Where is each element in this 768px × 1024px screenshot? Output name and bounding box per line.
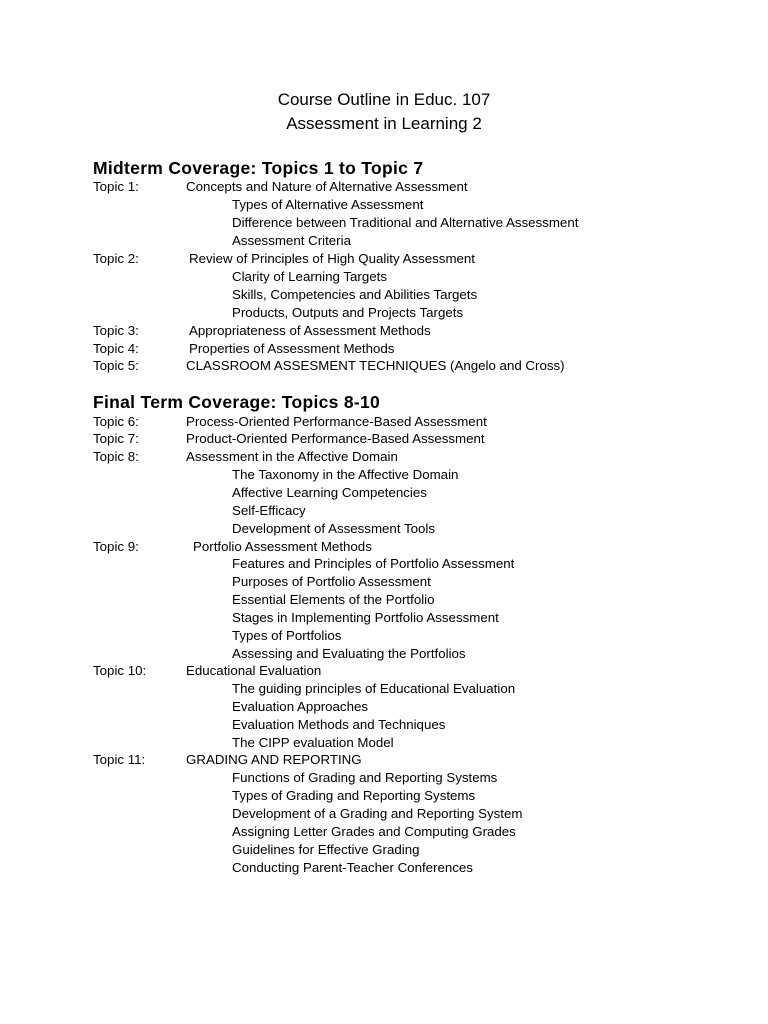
topic-row: [0, 322, 768, 340]
topic-title: CLASSROOM ASSESMENT TECHNIQUES (Angelo and Cross): [186, 358, 565, 373]
subtopic: Affective Learning Competencies: [232, 485, 427, 500]
topic-row: [0, 178, 768, 196]
subtopic: Assessment Criteria: [232, 233, 351, 248]
topic-label: Topic 2:: [93, 251, 139, 266]
course-title: Course Outline in Educ. 107: [277, 90, 491, 109]
topic-row: [0, 751, 768, 769]
topic-row: [0, 250, 768, 268]
subtopic: Assigning Letter Grades and Computing Grades: [232, 824, 516, 839]
final-term-heading: Final Term Coverage: Topics 8-10: [93, 392, 381, 412]
subtopic: Skills, Competencies and Abilities Targets: [232, 287, 478, 302]
subtopic: Evaluation Approaches: [232, 699, 369, 714]
subtopic: Conducting Parent-Teacher Conferences: [232, 860, 473, 875]
subtopic: Guidelines for Effective Grading: [232, 842, 420, 857]
topic-title: Review of Principles of High Quality Assessment: [189, 251, 475, 266]
topic-label: Topic 9:: [93, 539, 139, 554]
topic-title: Concepts and Nature of Alternative Assessment: [186, 179, 468, 194]
subtopic: Evaluation Methods and Techniques: [232, 717, 446, 732]
topic-title: Appropriateness of Assessment Methods: [189, 323, 431, 338]
topic-label: Topic 5:: [93, 358, 139, 373]
subtopic: Types of Alternative Assessment: [232, 197, 424, 212]
topic-label: Topic 11:: [93, 752, 146, 767]
topic-row: [0, 538, 768, 556]
topic-row: [0, 662, 768, 680]
topic-title: Process-Oriented Performance-Based Assessment: [186, 414, 487, 429]
subtopic: Stages in Implementing Portfolio Assessment: [232, 610, 499, 625]
subtopic: Types of Portfolios: [232, 628, 342, 643]
subtopic: Essential Elements of the Portfolio: [232, 592, 435, 607]
subtopic: Development of Assessment Tools: [232, 521, 436, 536]
subtopic: Assessing and Evaluating the Portfolios: [232, 646, 466, 661]
topic-label: Topic 7:: [93, 431, 139, 446]
topic-title: GRADING AND REPORTING: [186, 752, 362, 767]
topic-title: Properties of Assessment Methods: [189, 341, 395, 356]
topic-row: [0, 430, 768, 448]
course-subtitle: Assessment in Learning 2: [286, 114, 482, 133]
subtopic: Clarity of Learning Targets: [232, 269, 387, 284]
topic-label: Topic 6:: [93, 414, 139, 429]
topic-row: [0, 340, 768, 358]
topic-label: Topic 1:: [93, 179, 139, 194]
subtopic: Products, Outputs and Projects Targets: [232, 305, 464, 320]
subtopic: The Taxonomy in the Affective Domain: [232, 467, 459, 482]
topic-label: Topic 4:: [93, 341, 139, 356]
subtopic: Development of a Grading and Reporting System: [232, 806, 523, 821]
subtopic: Difference between Traditional and Alternative Assessment: [232, 215, 579, 230]
topic-label: Topic 3:: [93, 323, 139, 338]
subtopic: Self-Efficacy: [232, 503, 306, 518]
topic-row: [0, 448, 768, 466]
subtopic: The guiding principles of Educational Evaluation: [232, 681, 516, 696]
topic-row: [0, 357, 768, 375]
subtopic: Features and Principles of Portfolio Assessment: [232, 556, 515, 571]
subtopic: Purposes of Portfolio Assessment: [232, 574, 431, 589]
midterm-heading: Midterm Coverage: Topics 1 to Topic 7: [93, 158, 424, 178]
topic-title: Portfolio Assessment Methods: [193, 539, 372, 554]
topic-label: Topic 8:: [93, 449, 139, 464]
topic-row: [0, 413, 768, 431]
topic-title: Product-Oriented Performance-Based Assessment: [186, 431, 485, 446]
subtopic: The CIPP evaluation Model: [232, 735, 394, 750]
topic-title: Assessment in the Affective Domain: [186, 449, 398, 464]
subtopic: Functions of Grading and Reporting Systems: [232, 770, 498, 785]
topic-title: Educational Evaluation: [186, 663, 322, 678]
subtopic: Types of Grading and Reporting Systems: [232, 788, 476, 803]
topic-label: Topic 10:: [93, 663, 147, 678]
